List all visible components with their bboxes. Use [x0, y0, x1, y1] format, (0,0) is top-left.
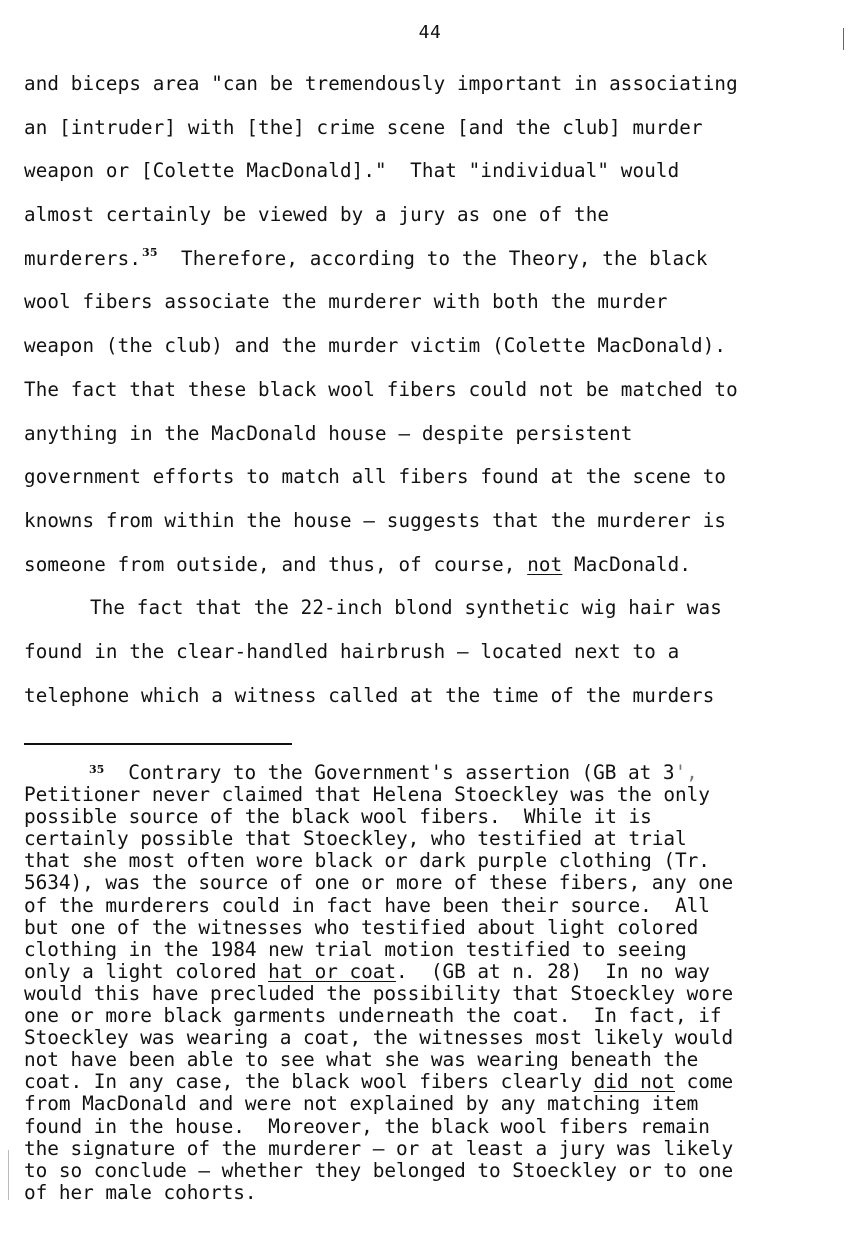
footnote	[24, 762, 844, 1204]
footnote-separator	[24, 743, 292, 745]
body-line: weapon (the club) and the murder victim (Colette MacDonald).	[24, 334, 727, 358]
body-line: knowns from within the house — suggests that the murderer is	[24, 508, 727, 532]
underlined-emphasis: hat or coat	[268, 959, 396, 983]
body-line: and biceps area "can be tremendously important in associating	[24, 72, 738, 95]
body-text-segment: someone from outside, and thus, of course,	[24, 552, 528, 576]
body-text-segment: MacDonald.	[562, 552, 692, 576]
body-line	[24, 586, 844, 630]
edge-mark	[843, 28, 844, 50]
body-text	[24, 62, 844, 717]
footnote-line: possible source of the black wool fibers. While it is	[24, 805, 652, 829]
body-line: found in the clear-handled hairbrush — located next to a	[24, 639, 680, 663]
body-line: weapon or [Colette MacDonald]." That "individual" would	[24, 159, 680, 183]
footnote-line: clothing in the 1984 new trial motion testified to seeing	[24, 937, 687, 961]
footnote-line: would this have precluded the possibility that Stoeckley wore	[24, 981, 734, 1005]
body-line: government efforts to match all fibers found at the scene to	[24, 465, 727, 489]
footnote-line	[24, 1071, 844, 1093]
body-line	[24, 237, 844, 281]
footnote-line: but one of the witnesses who testified about light colored	[24, 915, 699, 939]
footnote-line: of the murderers could in fact have been their source. All	[24, 893, 710, 917]
body-text-segment: Therefore, according to the Theory, the black	[157, 246, 708, 270]
body-line: telephone which a witness called at the time of the murders	[24, 683, 715, 707]
body-line: an [intruder] with [the] crime scene [and the club] murder	[24, 115, 703, 139]
footnote-line: Petitioner never claimed that Helena Stoeckley was the only	[24, 783, 710, 807]
body-line: almost certainly be viewed by a jury as one of the	[24, 203, 610, 227]
footnote-number: 35	[89, 763, 105, 776]
body-text-segment: The fact that the 22-inch blond synthetic wig hair was	[90, 596, 722, 620]
footnote-line	[24, 961, 844, 983]
body-line: The fact that these black wool fibers could not be matched to	[24, 377, 738, 401]
body-line: wool fibers associate the murderer with both the murder	[24, 290, 668, 314]
footnote-text-segment: come	[674, 1070, 734, 1094]
footnote-line: of her male cohorts.	[24, 1180, 257, 1204]
footnote-text-segment: . (GB at n. 28) In no way	[395, 959, 710, 983]
footnote-reference: 35	[142, 245, 158, 259]
margin-mark	[8, 1150, 9, 1200]
footnote-line: found in the house. Moreover, the black wool fibers remain	[24, 1114, 710, 1138]
footnote-line: one or more black garments underneath the coat. In fact, if	[24, 1004, 722, 1028]
footnote-line: certainly possible that Stoeckley, who testified at trial	[24, 827, 687, 851]
footnote-line: Stoeckley was wearing a coat, the witnesses most likely would	[24, 1026, 734, 1050]
footnote-line: that she most often wore black or dark purple clothing (Tr.	[24, 849, 710, 873]
footnote-line: from MacDonald and were not explained by any matching item	[24, 1092, 699, 1116]
body-line: anything in the MacDonald house — despite persistent	[24, 421, 633, 445]
footnote-line: 5634), was the source of one or more of these fibers, any one	[24, 871, 734, 895]
footnote-line: not have been able to see what she was wearing beneath the	[24, 1048, 699, 1072]
footnote-text-segment: coat. In any case, the black wool fibers clearly	[24, 1070, 594, 1094]
underlined-emphasis: did not	[593, 1070, 675, 1094]
footnote-line: the signature of the murderer — or at least a jury was likely	[24, 1136, 734, 1160]
footnote-text-segment: only a light colored	[24, 959, 269, 983]
body-line	[24, 543, 844, 587]
footnote-line: $^{35}$ Contrary to the Government's assertion (GB at 3',	[89, 761, 698, 784]
page-number: 44	[418, 22, 442, 43]
body-text-segment: murderers.	[24, 246, 142, 270]
footnote-line: to so conclude — whether they belonged to Stoeckley or to one	[24, 1158, 734, 1182]
underlined-emphasis: not	[527, 552, 563, 576]
footnote-text-segment: Contrary to the Government's assertion (GB at 3	[128, 761, 675, 784]
